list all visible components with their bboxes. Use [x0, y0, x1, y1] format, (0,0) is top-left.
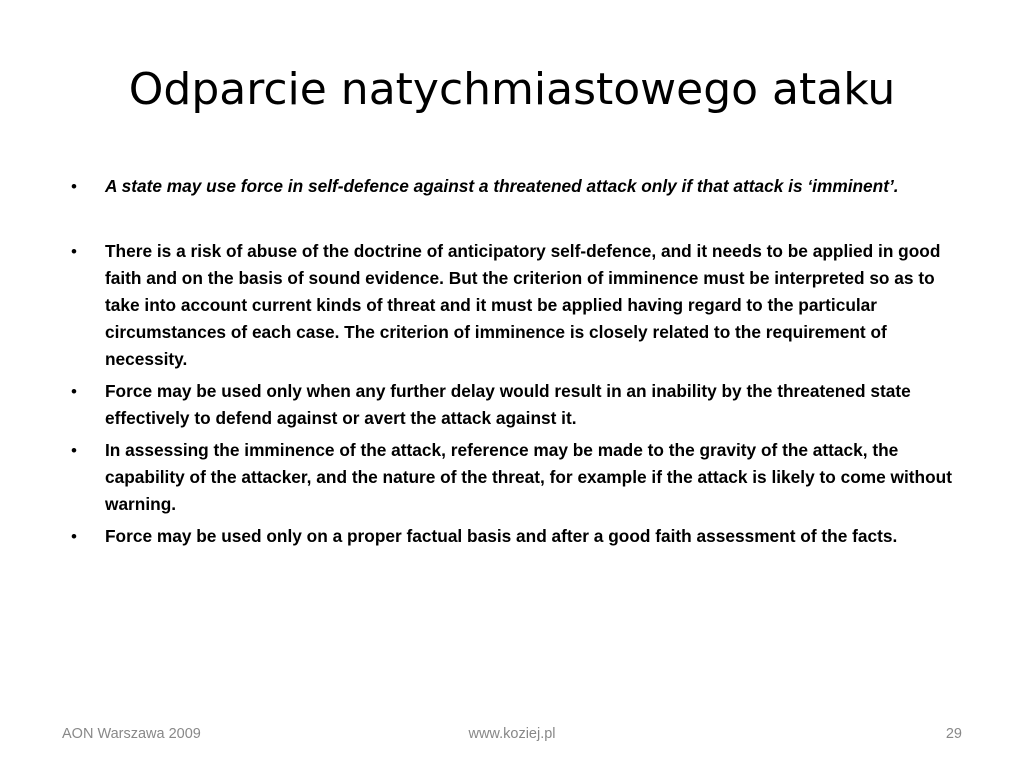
bullet-item: [69, 378, 969, 432]
bullet-item: [69, 173, 969, 200]
bullet-text: Force may be used only when any further delay would result in an inability by the threatened state effectively to defend against or avert the attack against it.: [105, 381, 911, 428]
bullet-marker: •: [71, 382, 77, 401]
bullet-text: There is a risk of abuse of the doctrine of anticipatory self-defence, and it needs to be applied in good faith and on the basis of sound evidence. But the criterion of imminence must be interpreted so as to take into account current kinds of threat and it must be applied having regard to the particular circumstances of each case. The criterion of imminence is closely related to the requirement of necessity.: [105, 241, 941, 369]
slide-title: Odparcie natychmiastowego ataku: [128, 64, 896, 115]
bullet-marker: •: [71, 441, 77, 460]
bullet-text: A state may use force in self-defence against a threatened attack only if that attack is ‘imminent’.: [105, 176, 899, 196]
bullet-marker: •: [71, 527, 77, 546]
bullet-text: Force may be used only on a proper factual basis and after a good faith assessment of the facts.: [105, 526, 898, 546]
page-number: 29: [945, 726, 962, 742]
footer-url: www.koziej.pl: [468, 726, 556, 742]
bullet-marker: •: [71, 177, 77, 196]
bullet-list: [69, 173, 969, 550]
bullet-item: [69, 437, 969, 518]
bullet-item: [69, 238, 969, 373]
bullet-item: [69, 523, 969, 550]
bullet-text: In assessing the imminence of the attack, reference may be made to the gravity of the attack, the capability of the attacker, and the nature of the threat, for example if the attack is likely to come without warning.: [105, 440, 952, 514]
footer-left-text: AON Warszawa 2009: [62, 726, 201, 742]
bullet-marker: •: [71, 242, 77, 261]
